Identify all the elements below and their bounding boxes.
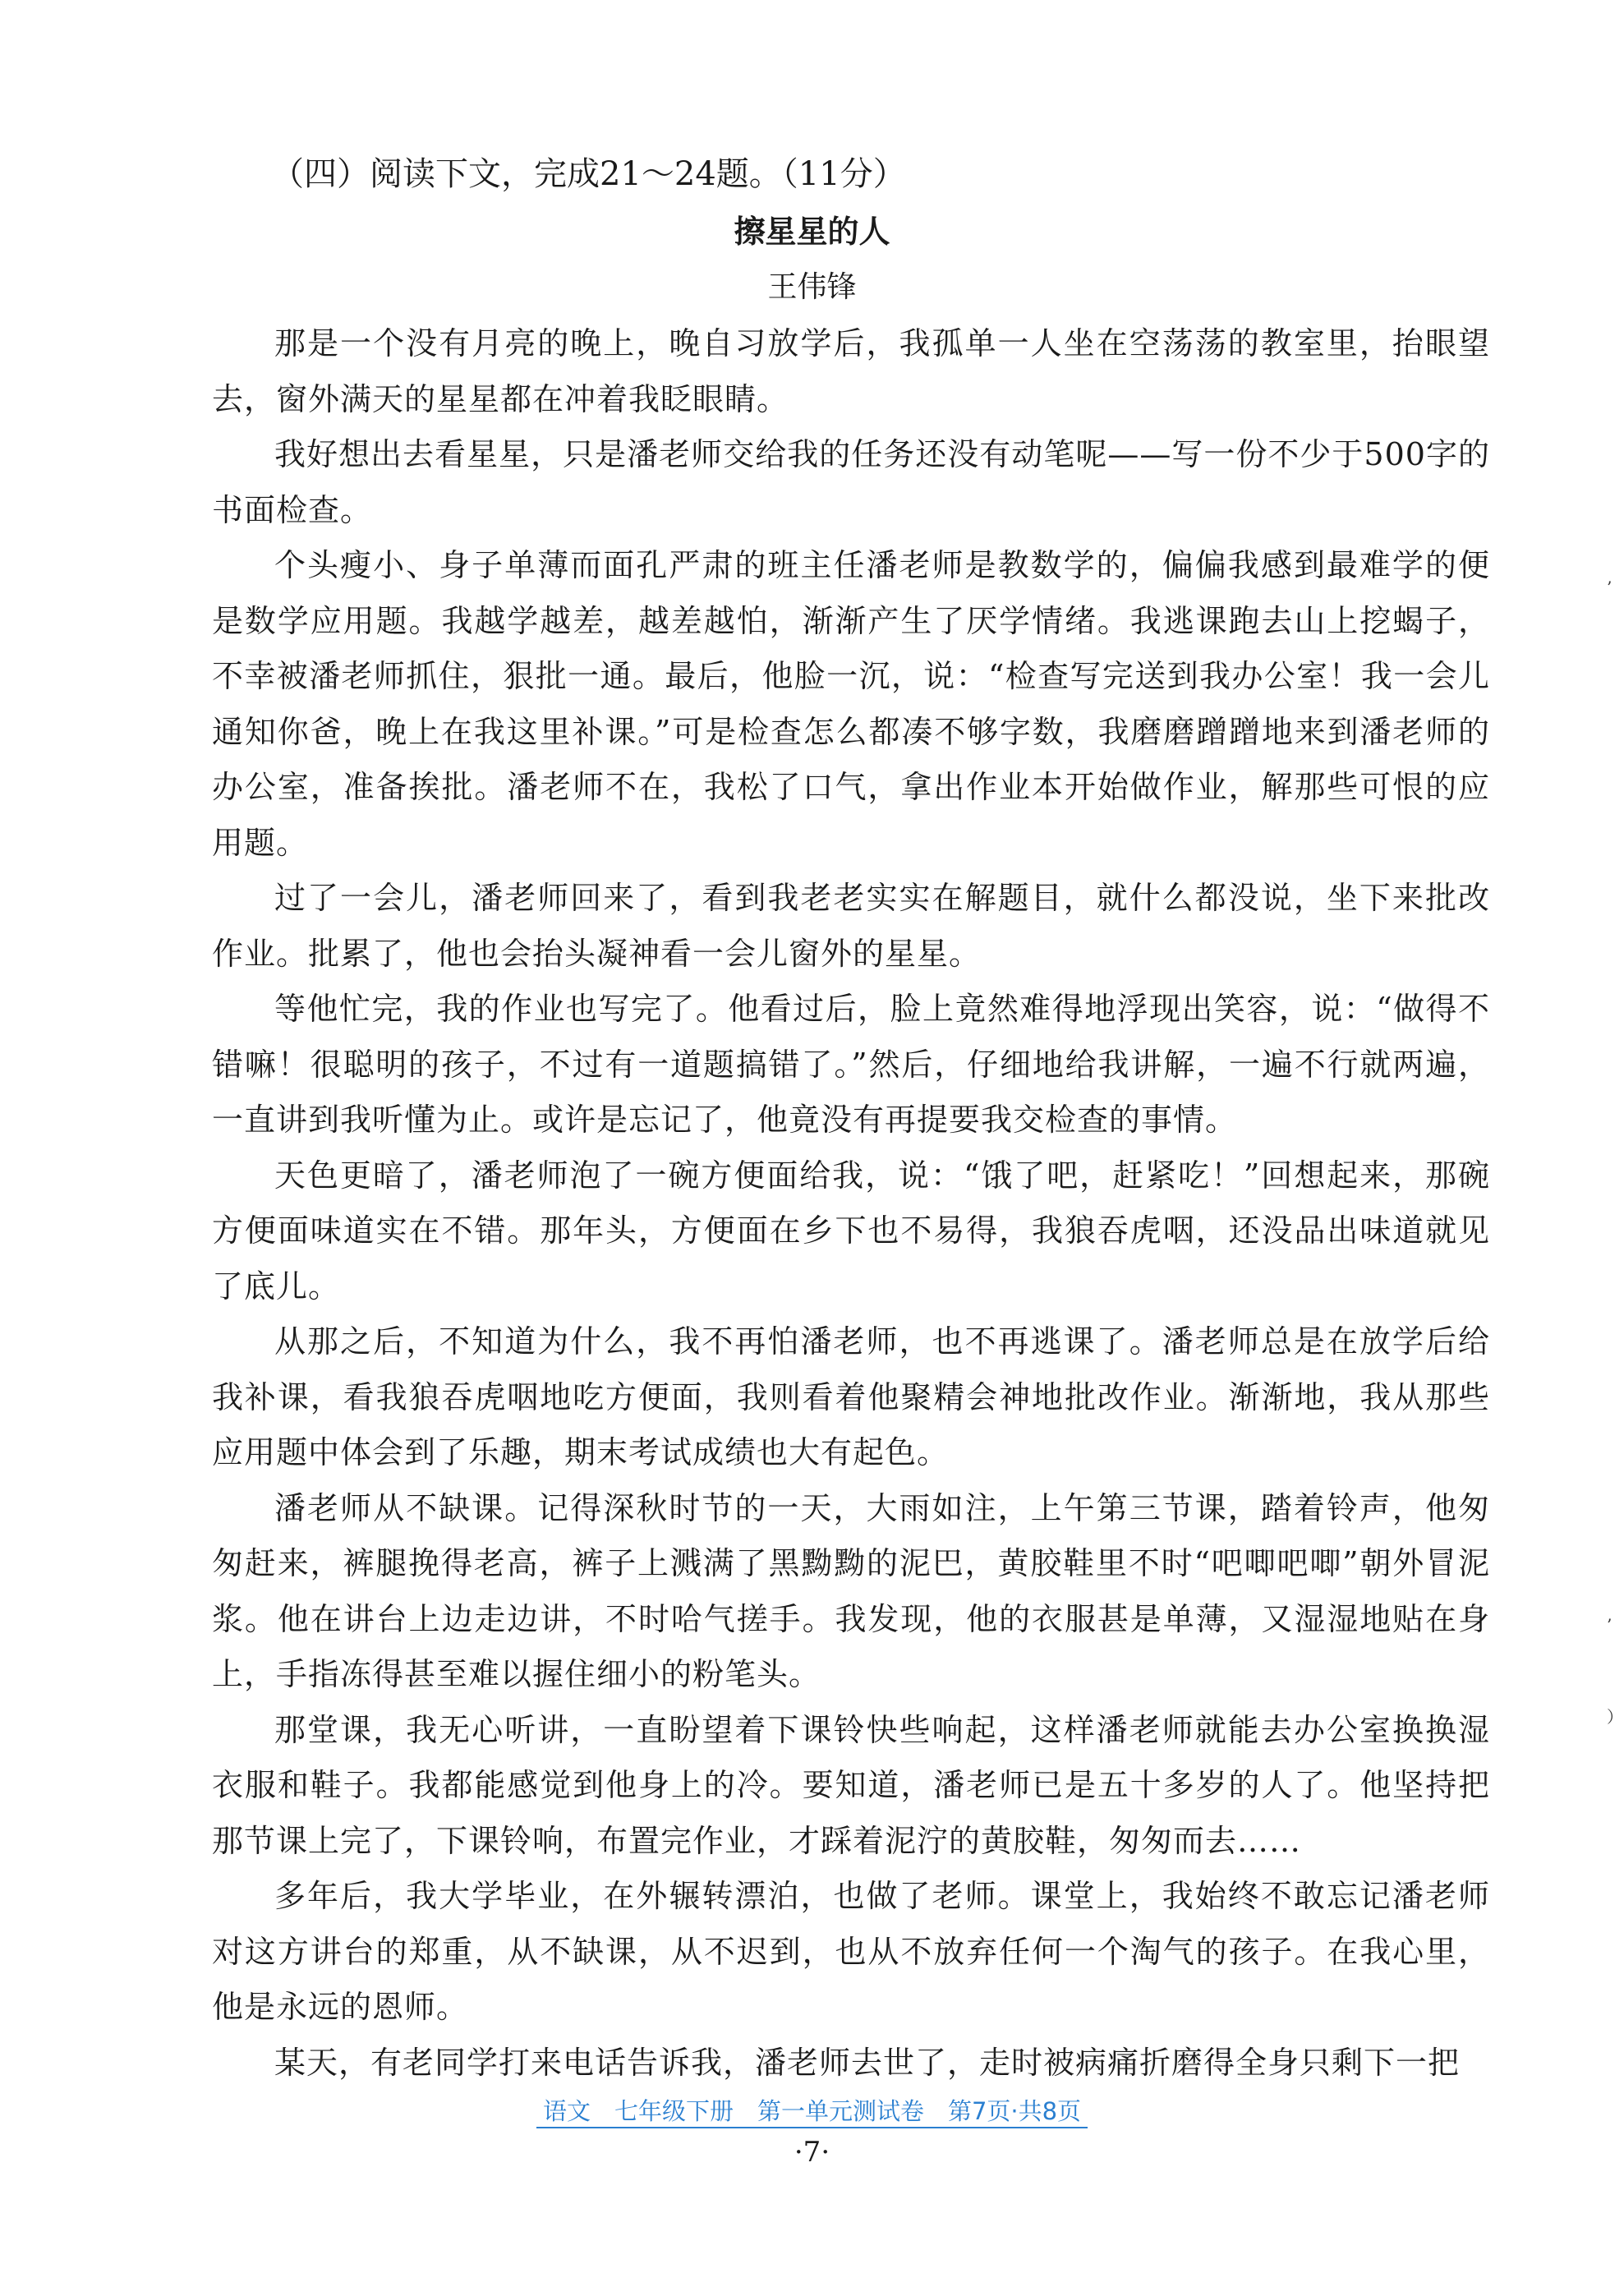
margin-mark: ’ [1607,1615,1612,1635]
paragraph: 那是一个没有月亮的晚上，晚自习放学后，我孤单一人坐在空荡荡的教室里，抬眼望去，窗外满天的星星都在冲着我眨眼睛。 [212,325,1490,417]
margin-mark: ） [1607,1707,1623,1727]
page-footer [0,2093,1624,2129]
paragraph: 某天，有老同学打来电话告诉我，潘老师去世了，走时被病痛折磨得全身只剩下一把 [274,2044,1461,2081]
section-heading: （四）阅读下文，完成21～24题。（11分） [271,155,906,193]
paragraph: 从那之后，不知道为什么，我不再怕潘老师，也不再逃课了。潘老师总是在放学后给我补课，看我狼吞虎咽地吃方便面，我则看着他聚精会神地批改作业。渐渐地，我从那些应用题中体会到了乐趣，期末考试成绩也大有起色。 [212,1323,1490,1470]
paragraph: 过了一会儿，潘老师回来了，看到我老老实实在解题目，就什么都没说，坐下来批改作业。批累了，他也会抬头凝神看一会儿窗外的星星。 [212,880,1490,972]
paragraph: 多年后，我大学毕业，在外辗转漂泊，也做了老师。课堂上，我始终不敢忘记潘老师对这方讲台的郑重，从不缺课，从不迟到，也从不放弃任何一个淘气的孩子。在我心里，他是永远的恩师。 [212,1878,1490,2025]
article-body [212,316,1490,2091]
paragraph: 天色更暗了，潘老师泡了一碗方便面给我，说：“饿了吧，赶紧吃！”回想起来，那碗方便面味道实在不错。那年头，方便面在乡下也不易得，我狼吞虎咽，还没品出味道就见了底儿。 [212,1157,1490,1304]
paragraph: 个头瘦小、身子单薄而面孔严肃的班主任潘老师是教数学的，偏偏我感到最难学的便是数学应用题。我越学越差，越差越怕，渐渐产生了厌学情绪。我逃课跑去山上挖蝎子，不幸被潘老师抓住，狠批一通。最后，他脸一沉，说：“检查写完送到我办公室！我一会儿通知你爸，晚上在我这里补课。”可是检查怎么都凑不够字数，我磨磨蹭蹭地来到潘老师的办公室，准备挨批。潘老师不在，我松了口气，拿出作业本开始做作业，解那些可恨的应用题。 [212,547,1490,861]
paragraph: 潘老师从不缺课。记得深秋时节的一天，大雨如注，上午第三节课，踏着铃声，他匆匆赶来，裤腿挽得老高，裤子上溅满了黑黝黝的泥巴，黄胶鞋里不时“吧唧吧唧”朝外冒泥浆。他在讲台上边走边讲，不时哈气搓手。我发现，他的衣服甚是单薄，又湿湿地贴在身上，手指冻得甚至难以握住细小的粉笔头。 [212,1489,1490,1692]
page-number: ·7· [794,2136,830,2169]
article-author: 王伟锋 [767,270,857,304]
paragraph: 我好想出去看星星，只是潘老师交给我的任务还没有动笔呢——写一份不少于500字的书面检查。 [212,436,1490,528]
paragraph: 等他忙完，我的作业也写完了。他看过后，脸上竟然难得地浮现出笑容，说：“做得不错嘛！很聪明的孩子，不过有一道题搞错了。”然后，仔细地给我讲解，一遍不行就两遍，一直讲到我听懂为止。或许是忘记了，他竟没有再提要我交检查的事情。 [212,991,1490,1138]
margin-mark: ’ [1607,577,1612,597]
paragraph: 那堂课，我无心听讲，一直盼望着下课铃快些响起，这样潘老师就能去办公室换换湿衣服和鞋子。我都能感觉到他身上的冷。要知道，潘老师已是五十多岁的人了。他坚持把那节课上完了，下课铃响，布置完作业，才踩着泥泞的黄胶鞋，匆匆而去…… [212,1711,1490,1859]
article-title: 擦星星的人 [734,214,890,250]
footer-label: 语文 七年级下册 第一单元测试卷 第7页·共8页 [536,2097,1088,2128]
